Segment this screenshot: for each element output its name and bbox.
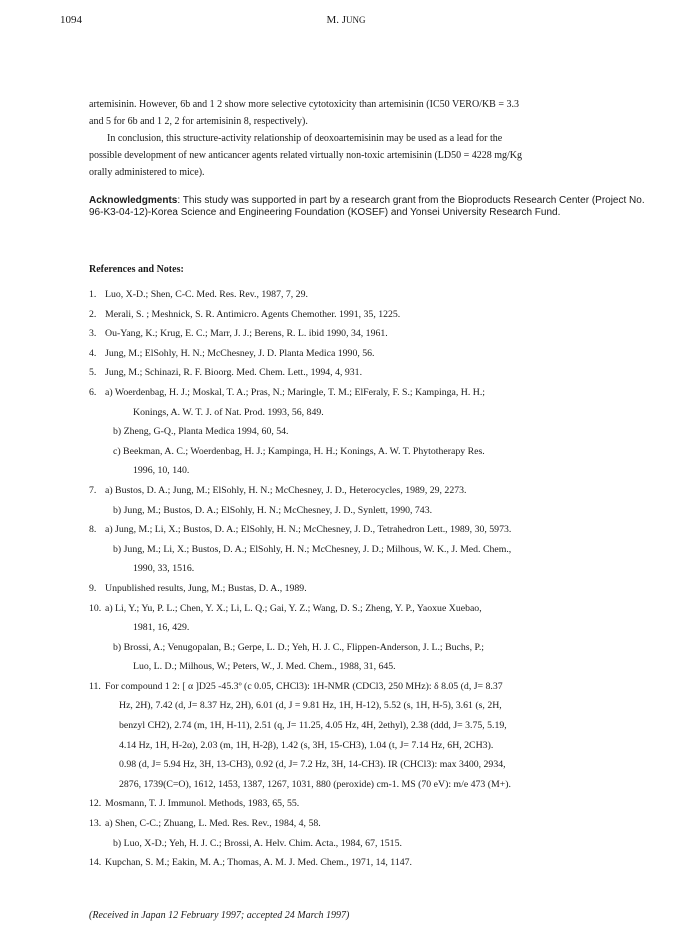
reference-line: Merali, S. ; Meshnick, S. R. Antimicro. Agents Chemother. 1991, 35, 1225. xyxy=(105,308,401,320)
reference-line: a) Bustos, D. A.; Jung, M.; ElSohly, H. N.; McChesney, J. D., Heterocycles, 1989, 29, 2273. xyxy=(105,484,467,496)
reference-item xyxy=(89,579,646,599)
reference-line: Konings, A. W. T. J. of Nat. Prod. 1993, 56, 849. xyxy=(133,406,324,418)
reference-item xyxy=(89,285,646,305)
reference-number: 3. xyxy=(89,328,97,340)
reference-number: 6. xyxy=(89,386,97,398)
reference-item xyxy=(89,383,646,481)
reference-line: a) Shen, C-C.; Zhuang, L. Med. Res. Rev., 1984, 4, 58. xyxy=(105,818,321,830)
reference-line: b) Jung, M.; Li, X.; Bustos, D. A.; ElSohly, H. N.; McChesney, J. D.; Milhous, W. K., J. Med. Chem., xyxy=(113,543,512,555)
body-line: artemisinin. However, 6b and 1 2 show more selective cytotoxicity than artemisinin (IC50 VERO/KB = 3.3 xyxy=(89,99,519,110)
reference-line: Ou-Yang, K.; Krug, E. C.; Marr, J. J.; Berens, R. L. ibid 1990, 34, 1961. xyxy=(105,328,388,340)
reference-number: 8. xyxy=(89,524,97,536)
reference-number: 11. xyxy=(89,680,101,692)
reference-line: c) Beekman, A. C.; Woerdenbag, H. J.; Kampinga, H. H.; Konings, A. W. T. Phytotherapy Res. xyxy=(113,445,485,457)
reference-number: 13. xyxy=(89,818,102,830)
reference-item xyxy=(89,324,646,344)
reference-line: b) Zheng, G-Q., Planta Medica 1994, 60, 54. xyxy=(113,426,289,438)
reference-line: Jung, M.; Schinazi, R. F. Bioorg. Med. Chem. Lett., 1994, 4, 931. xyxy=(105,367,363,379)
reference-line: a) Woerdenbag, H. J.; Moskal, T. A.; Pras, N.; Maringle, T. M.; ElFeraly, F. S.; Kampinga, H. H.; xyxy=(105,386,486,398)
reference-line: Luo, X-D.; Shen, C-C. Med. Res. Rev., 1987, 7, 29. xyxy=(105,289,308,300)
references-list xyxy=(89,285,646,873)
body-line: orally administered to mice). xyxy=(89,167,205,178)
reference-line: Unpublished results, Jung, M.; Bustas, D. A., 1989. xyxy=(105,582,307,594)
acknowledgments-text: : This study was supported in part by a research grant from the Bioproducts Research Center (Project No. 96-K3-04-12)-Korea Science and Engineering Foundation (KOSEF) and Yonsei University Research Fund. xyxy=(89,195,645,218)
reference-line: 1996, 10, 140. xyxy=(133,465,190,477)
reference-line: b) Luo, X-D.; Yeh, H. J. C.; Brossi, A. Helv. Chim. Acta., 1984, 67, 1515. xyxy=(113,837,402,849)
references-title: References and Notes: xyxy=(89,264,184,275)
reference-number: 5. xyxy=(89,367,97,379)
reference-line: benzyl CH2), 2.74 (m, 1H, H-11), 2.51 (q, J= 11.25, 4.05 Hz, 4H, 2ethyl), 2.38 (ddd, J= 3.75, 5.19, xyxy=(119,720,507,732)
reference-line: 1981, 16, 429. xyxy=(133,622,190,634)
reference-line: Mosmann, T. J. Immunol. Methods, 1983, 65, 55. xyxy=(105,798,300,810)
reference-number: 10. xyxy=(89,602,102,614)
acknowledgments-heading: Acknowledgments xyxy=(89,195,178,206)
reference-number: 2. xyxy=(89,308,97,320)
body-line: In conclusion, this structure-activity relationship of deoxoartemisinin may be used as a lead for the xyxy=(107,133,503,144)
reference-item xyxy=(89,814,646,853)
reference-line: Jung, M.; ElSohly, H. N.; McChesney, J. D. Planta Medica 1990, 56. xyxy=(105,347,375,359)
body-line: possible development of new anticancer agents related virtually non-toxic artemisinin (LD50 = 4228 mg/Kg xyxy=(89,150,523,161)
page-number: 1094 xyxy=(60,14,82,26)
running-head xyxy=(0,14,692,26)
reference-item xyxy=(89,363,646,383)
author-initial: M. J xyxy=(326,14,347,26)
reference-number: 4. xyxy=(89,347,97,359)
reference-line: Hz, 2H), 7.42 (d, J= 8.37 Hz, 2H), 6.01 (d, J = 9.81 Hz, 1H, H-12), 5.52 (s, 1H, H-5), 3.61 (s, 2H, xyxy=(119,700,502,712)
reference-item xyxy=(89,677,646,795)
reference-item xyxy=(89,520,646,579)
reference-line: For compound 1 2: [ α ]D25 -45.3º (c 0.05, CHCl3): 1H-NMR (CDCl3, 250 MHz): δ 8.05 (d, J= 8.37 xyxy=(105,680,503,692)
reference-line: 2876, 1739(C=O), 1612, 1453, 1387, 1267, 1031, 880 (peroxide) cm-1. MS (70 eV): m/e 473 (M+). xyxy=(119,778,511,790)
body-line: and 5 for 6b and 1 2, 2 for artemisinin 8, respectively). xyxy=(89,116,308,127)
received-dates: (Received in Japan 12 February 1997; accepted 24 March 1997) xyxy=(89,910,350,921)
reference-line: 0.98 (d, J= 5.94 Hz, 3H, 13-CH3), 0.92 (d, J= 7.2 Hz, 3H, 14-CH3). IR (CHCl3): max 3400, 2934, xyxy=(119,759,506,771)
reference-item xyxy=(89,481,646,520)
acknowledgments xyxy=(89,195,646,218)
reference-line: a) Jung, M.; Li, X.; Bustos, D. A.; ElSohly, H. N.; McChesney, J. D., Tetrahedron Lett., 1989, 30, 5973. xyxy=(105,524,512,536)
reference-line: 1990, 33, 1516. xyxy=(133,563,195,575)
body-text xyxy=(89,96,640,181)
author-rest: UNG xyxy=(346,15,366,25)
reference-number: 1. xyxy=(89,289,97,300)
reference-item xyxy=(89,794,646,814)
reference-number: 7. xyxy=(89,484,97,496)
reference-line: b) Jung, M.; Bustos, D. A.; ElSohly, H. N.; McChesney, J. D., Synlett, 1990, 743. xyxy=(113,504,433,516)
reference-item xyxy=(89,599,646,677)
reference-item xyxy=(89,344,646,364)
reference-line: a) Li, Y.; Yu, P. L.; Chen, Y. X.; Li, L. Q.; Gai, Y. Z.; Wang, D. S.; Zheng, Y. P., Yaoxue Xuebao, xyxy=(105,602,482,614)
reference-line: Kupchan, S. M.; Eakin, M. A.; Thomas, A. M. J. Med. Chem., 1971, 14, 1147. xyxy=(105,857,412,869)
reference-number: 14. xyxy=(89,857,102,869)
reference-line: Luo, L. D.; Milhous, W.; Peters, W., J. Med. Chem., 1988, 31, 645. xyxy=(133,661,396,673)
reference-item xyxy=(89,853,646,873)
reference-line: b) Brossi, A.; Venugopalan, B.; Gerpe, L. D.; Yeh, H. J. C., Flippen-Anderson, J. L.; Buchs, P.; xyxy=(113,641,485,653)
reference-number: 12. xyxy=(89,798,102,810)
reference-number: 9. xyxy=(89,582,97,594)
reference-item xyxy=(89,305,646,325)
reference-line: 4.14 Hz, 1H, H-2α), 2.03 (m, 1H, H-2β), 1.42 (s, 3H, 15-CH3), 1.04 (t, J= 7.14 Hz, 6H, 2CH3). xyxy=(119,739,494,751)
